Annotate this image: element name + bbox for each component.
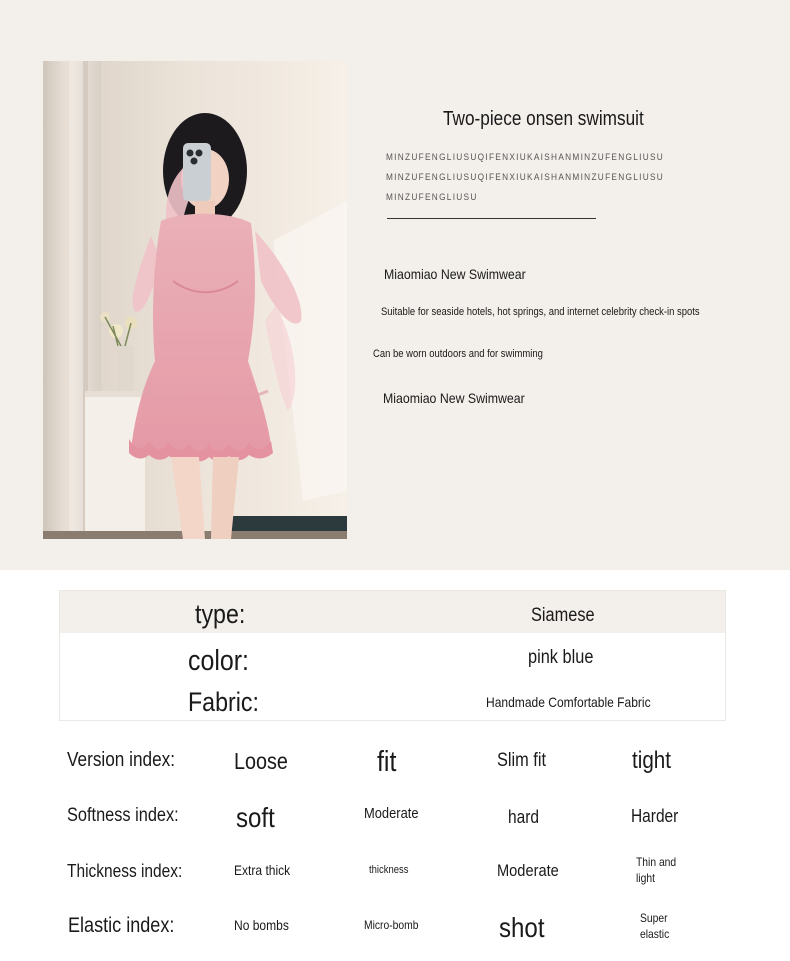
softness-option-harder: Harder (631, 806, 679, 826)
softness-option-hard: hard (508, 807, 539, 827)
title-divider (387, 218, 596, 219)
spec-value-color: pink blue (528, 647, 594, 668)
version-option-slim-fit: Slim fit (497, 750, 547, 771)
thickness-index-label: Thickness index: (67, 861, 183, 881)
spec-value-fabric: Handmade Comfortable Fabric (486, 694, 651, 710)
softness-option-soft: soft (236, 802, 275, 833)
elastic-index-label: Elastic index: (68, 914, 175, 937)
spec-table (59, 590, 726, 721)
pinyin-line-2: MINZUFENGLIUSUQIFENXIUKAISHANMINZUFENGLIUSU (386, 172, 665, 182)
spec-label-fabric: Fabric: (188, 687, 259, 717)
thickness-option-thickness: thickness (369, 864, 409, 876)
softness-option-moderate: Moderate (364, 805, 419, 822)
spec-label-color: color: (188, 645, 249, 677)
spec-row-highlight (60, 591, 725, 633)
thickness-option-thin-and-light: Thin and light (636, 855, 677, 885)
brand-line-2: Miaomiao New Swimwear (383, 390, 525, 406)
elastic-option-micro-bomb: Micro-bomb (364, 918, 419, 932)
description-2: Can be worn outdoors and for swimming (373, 348, 543, 360)
pinyin-line-3: MINZUFENGLIUSU (386, 192, 478, 202)
version-option-fit: fit (377, 746, 397, 778)
brand-line-1: Miaomiao New Swimwear (384, 266, 526, 282)
description-1: Suitable for seaside hotels, hot springs, and internet celebrity check-in spots (381, 306, 700, 318)
version-option-loose: Loose (234, 748, 288, 774)
pinyin-line-1: MINZUFENGLIUSUQIFENXIUKAISHANMINZUFENGLIUSU (386, 152, 665, 162)
elastic-option-shot: shot (499, 912, 545, 943)
thickness-option-extra-thick: Extra thick (234, 862, 291, 878)
version-option-tight: tight (632, 747, 672, 774)
version-index-label: Version index: (67, 749, 176, 771)
spec-value-type: Siamese (531, 605, 595, 626)
product-title: Two-piece onsen swimsuit (443, 108, 644, 130)
thickness-option-moderate: Moderate (497, 861, 559, 880)
product-photo (43, 61, 347, 539)
elastic-option-no-bombs: No bombs (234, 917, 289, 933)
spec-label-type: type: (195, 599, 246, 629)
model-image (43, 61, 347, 539)
elastic-option-super-elastic: Super elastic (640, 911, 670, 941)
softness-index-label: Softness index: (67, 805, 179, 826)
